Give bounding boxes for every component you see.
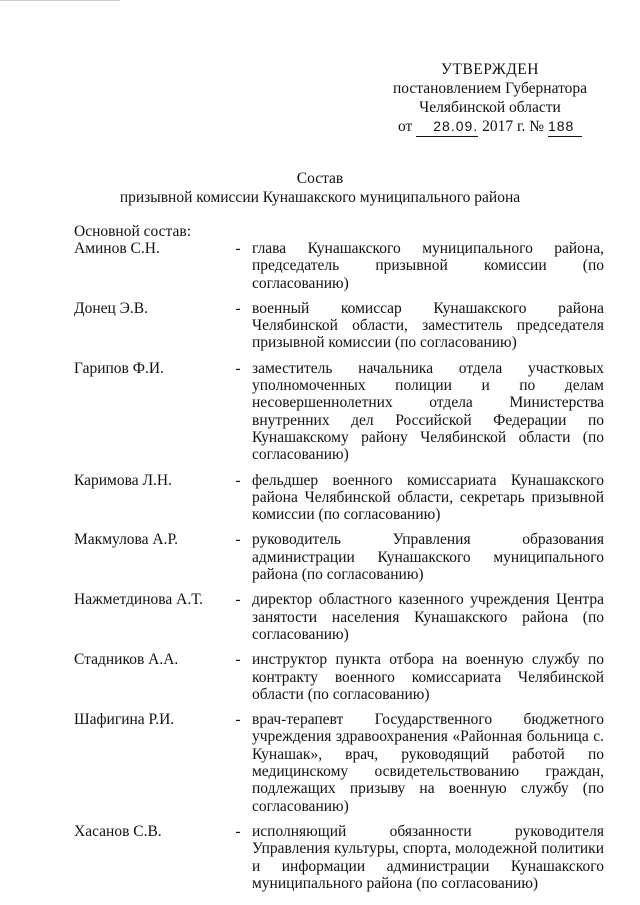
member-description: заместитель начальника отдела участковых уполномоченных полиции и по делам несовершеннолетних отдела Министерства внутренних дел Российской Федерации по Кунашакскому району Челябинской области (по согласованию) — [252, 359, 604, 464]
member-row — [74, 711, 604, 815]
member-dash: - — [235, 591, 241, 609]
member-dash: - — [235, 299, 241, 317]
member-name: Гарипов Ф.И. — [74, 359, 164, 377]
member-row — [74, 300, 604, 352]
scan-edge-mark — [0, 0, 120, 4]
member-dash: - — [235, 711, 241, 729]
member-dash: - — [235, 651, 241, 669]
member-description: директор областного казенного учреждения Центра занятости населения Кунашакского района (по согласованию) — [252, 591, 604, 643]
member-name: Хасанов С.В. — [74, 822, 162, 840]
member-row — [74, 651, 604, 703]
approval-title: УТВЕРЖДЕН — [441, 61, 539, 78]
member-description: глава Кунашакского муниципального района, председатель призывной комиссии (по согласованию) — [252, 240, 604, 292]
decree-number: 188 — [548, 117, 582, 137]
member-description: исполняющий обязанности руководителя Управления культуры, спорта, молодежной политики и информации администрации Кунашакского муниципального района (по согласованию) — [252, 822, 604, 892]
member-row — [74, 360, 604, 464]
member-description: руководитель Управления образования администрации Кунашакского муниципального района (по согласованию) — [252, 531, 604, 584]
member-dash: - — [235, 471, 241, 489]
member-dash: - — [235, 359, 241, 377]
approval-stamp — [360, 60, 620, 137]
document-heading — [0, 169, 640, 207]
year-text: 2017 г. № — [482, 118, 545, 135]
member-description: военный комиссар Кунашакского района Челябинской области, заместитель председателя призывной комиссии (по согласованию) — [252, 299, 604, 352]
approval-line-1: постановлением Губернатора — [392, 80, 588, 97]
member-dash: - — [235, 531, 241, 549]
date-value: 28.09. — [416, 117, 478, 137]
member-row — [74, 472, 604, 524]
heading-subtitle: призывной комиссии Кунашакского муниципального района — [119, 189, 521, 206]
approval-line-2: Челябинской области — [419, 99, 561, 116]
member-name: Аминов С.Н. — [74, 240, 160, 257]
member-name: Нажметдинова А.Т. — [74, 591, 203, 609]
member-name: Стадников А.А. — [74, 651, 179, 669]
member-description: врач-терапевт Государственного бюджетного учреждения здравоохранения «Районная больница с. Кунашак», врач, руководящий работой по медицинскому освидетельствованию граждан, подлежащих призыву на военную службу (по согласованию) — [252, 711, 604, 815]
approval-date-line — [360, 117, 620, 137]
member-description: фельдшер военного комиссариата Кунашакского района Челябинской области, секретарь призывной комиссии (по согласованию) — [252, 471, 604, 524]
member-row — [74, 591, 604, 643]
member-name: Шафигина Р.И. — [74, 711, 175, 729]
member-description: инструктор пункта отбора на военную службу по контракту военного комиссариата Челябинской области (по согласованию) — [252, 651, 604, 703]
members-list — [74, 240, 604, 900]
member-name: Макмулова А.Р. — [74, 531, 179, 549]
heading-title: Состав — [296, 170, 344, 187]
member-name: Каримова Л.Н. — [74, 471, 172, 489]
member-dash: - — [235, 240, 241, 257]
member-dash: - — [235, 822, 241, 840]
member-row — [74, 823, 604, 892]
member-row — [74, 531, 604, 583]
date-prefix: от — [398, 118, 413, 135]
member-name: Донец Э.В. — [74, 299, 148, 317]
member-row — [74, 240, 604, 292]
section-label: Основной состав: — [74, 223, 192, 240]
